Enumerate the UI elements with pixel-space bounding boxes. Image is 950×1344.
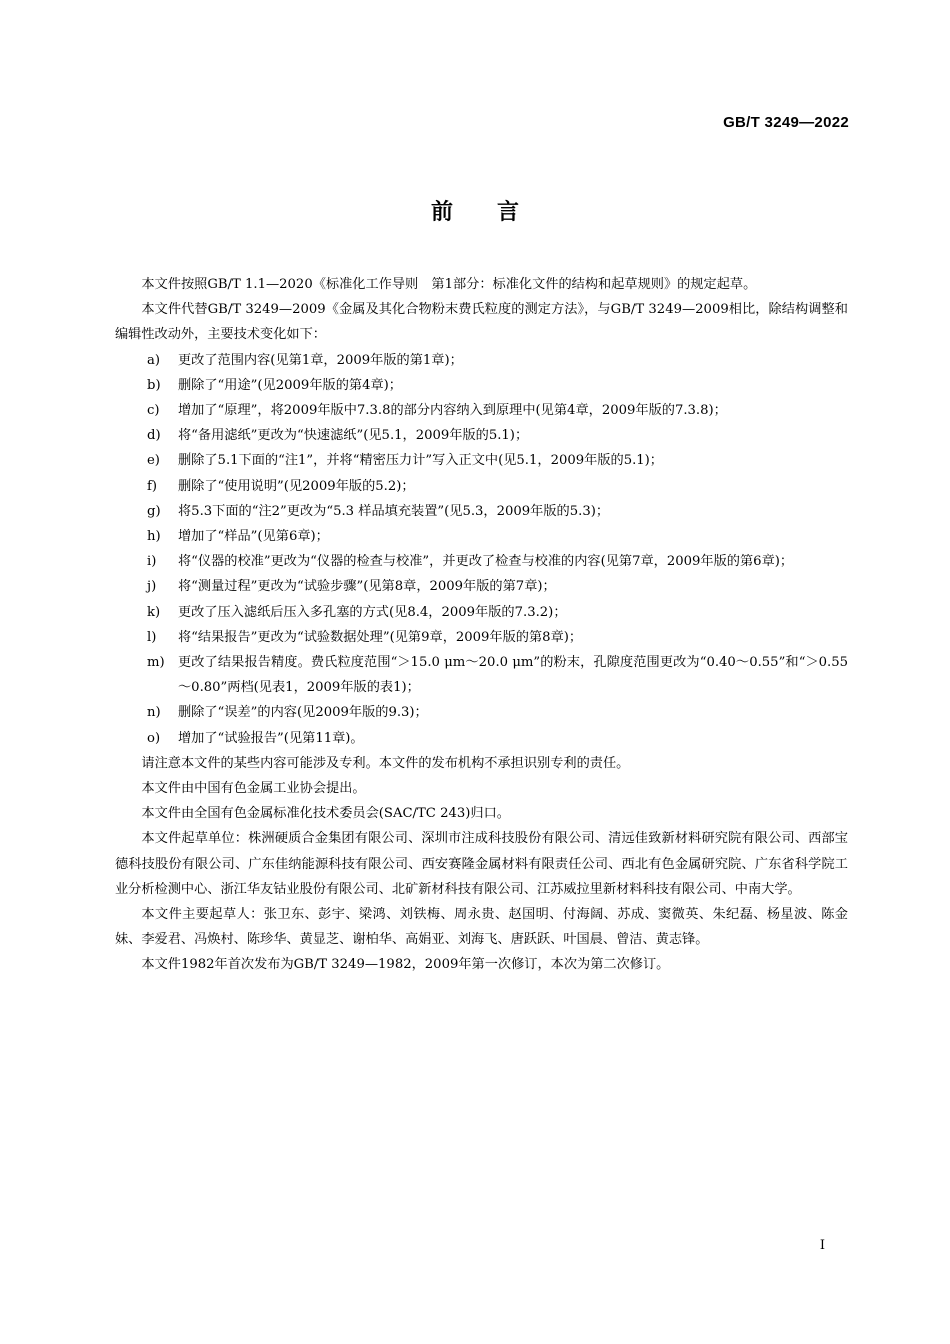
- list-item-marker: l): [147, 629, 157, 645]
- list-item-marker: c): [147, 403, 160, 419]
- list-item: [115, 348, 848, 373]
- list-item-marker: e): [147, 453, 160, 469]
- paragraph-drafting-rules: 本文件按照GB/T 1.1—2020《标准化工作导则 第1部分：标准化文件的结构和起草规则》的规定起草。: [141, 277, 757, 292]
- standard-number: GB/T 3249—2022: [723, 114, 849, 131]
- list-item-text: 更改了范围内容(见第1章，2009年版的第1章)；: [178, 352, 463, 368]
- list-item-marker: d): [147, 428, 161, 444]
- list-item: [115, 373, 848, 398]
- list-item-marker: n): [147, 705, 161, 721]
- list-item-text: 增加了“样品”(见第6章)；: [178, 529, 329, 545]
- page-title: [0, 195, 950, 226]
- page-number: I: [819, 1238, 825, 1253]
- paragraph-administrator: 本文件由全国有色金属标准化技术委员会(SAC/TC 243)归口。: [141, 806, 510, 822]
- list-item-marker: h): [147, 529, 161, 545]
- list-item-text: 删除了“使用说明”(见2009年版的5.2)；: [178, 478, 415, 494]
- changes-list: [115, 348, 848, 751]
- list-item: [115, 474, 848, 499]
- list-item-marker: m): [147, 655, 165, 671]
- list-item: [115, 499, 848, 524]
- list-item-text: 更改了压入滤纸后压入多孔塞的方式(见8.4，2009年版的7.3.2)；: [178, 604, 567, 620]
- list-item-text: 将“仪器的校准”更改为“仪器的检查与校准”，并更改了检查与校准的内容(见第7章，2009年版的第6章)；: [178, 554, 794, 570]
- title-char-1: 前: [430, 200, 453, 225]
- list-item-text: 将“测量过程”更改为“试验步骤”(见第8章，2009年版的第7章)；: [178, 579, 556, 595]
- list-item-text: 更改了结果报告精度。费氏粒度范围“＞15.0 μm～20.0 μm”的粉末，孔隙度范围更改为“0.40～0.55”和“＞0.55～0.80”两档(见表1，2009年版的表1)；: [178, 655, 848, 696]
- list-item: [115, 423, 848, 448]
- paragraph-history: 本文件1982年首次发布为GB/T 3249—1982，2009年第一次修订，本次为第二次修订。: [141, 957, 670, 973]
- list-item-marker: a): [147, 352, 161, 368]
- list-item: [115, 574, 848, 599]
- foreword-body: [115, 272, 848, 978]
- list-item: [115, 650, 848, 700]
- list-item-marker: j): [147, 579, 157, 595]
- title-char-2: 言: [497, 200, 520, 225]
- list-item: [115, 726, 848, 751]
- paragraph-patent-notice: 请注意本文件的某些内容可能涉及专利。本文件的发布机构不承担识别专利的责任。: [141, 755, 630, 771]
- paragraph-drafting-units: 本文件起草单位：株洲硬质合金集团有限公司、深圳市注成科技股份有限公司、清远佳致新材料研究院有限公司、西部宝德科技股份有限公司、广东佳纳能源科技有限公司、西安赛隆金属材料有限责任公司、西北有色金属研究院、广东省科学院工业分析检测中心、浙江华友钴业股份有限公司、北矿新材科技有限公司、江苏威拉里新材料科技有限公司、中南大学。: [115, 831, 848, 897]
- list-item-text: 将“备用滤纸”更改为“快速滤纸”(见5.1，2009年版的5.1)；: [178, 428, 529, 444]
- list-item-marker: k): [147, 604, 161, 620]
- list-item-text: 将5.3下面的“注2”更改为“5.3 样品填充装置”(见5.3，2009年版的5.3)；: [178, 503, 610, 519]
- list-item-text: 删除了“误差”的内容(见2009年版的9.3)；: [178, 705, 428, 721]
- list-item: [115, 448, 848, 473]
- list-item-text: 删除了5.1下面的“注1”，并将“精密压力计”写入正文中(见5.1，2009年版的5.1)；: [178, 453, 663, 469]
- list-item-marker: b): [147, 377, 161, 393]
- list-item-marker: i): [147, 554, 157, 570]
- list-item: [115, 524, 848, 549]
- list-item: [115, 625, 848, 650]
- list-item-text: 增加了“原理”，将2009年版中7.3.8的部分内容纳入到原理中(见第4章，2009年版的7.3.8)；: [178, 403, 727, 419]
- paragraph-drafters: 本文件主要起草人：张卫东、彭宇、梁鸿、刘铁梅、周永贵、赵国明、付海阔、苏成、窦微英、朱纪磊、杨星波、陈金妹、李爱君、冯焕村、陈珍华、黄显芝、谢柏华、高娟亚、刘海飞、唐跃跃、叶国晨、曾洁、黄志锋。: [115, 907, 848, 948]
- list-item: [115, 700, 848, 725]
- list-item-text: 增加了“试验报告”(见第11章)。: [178, 730, 364, 746]
- list-item-marker: g): [147, 503, 161, 519]
- paragraph-replacement: 本文件代替GB/T 3249—2009《金属及其化合物粉末费氏粒度的测定方法》，与GB/T 3249—2009相比，除结构调整和编辑性改动外，主要技术变化如下：: [115, 302, 848, 343]
- list-item: [115, 600, 848, 625]
- paragraph-proposer: 本文件由中国有色金属工业协会提出。: [141, 781, 366, 797]
- list-item: [115, 549, 848, 574]
- list-item-text: 将“结果报告”更改为“试验数据处理”(见第9章，2009年版的第8章)；: [178, 629, 583, 645]
- list-item-marker: f): [147, 478, 158, 494]
- list-item-marker: o): [147, 730, 161, 746]
- list-item: [115, 398, 848, 423]
- list-item-text: 删除了“用途”(见2009年版的第4章)；: [178, 377, 402, 393]
